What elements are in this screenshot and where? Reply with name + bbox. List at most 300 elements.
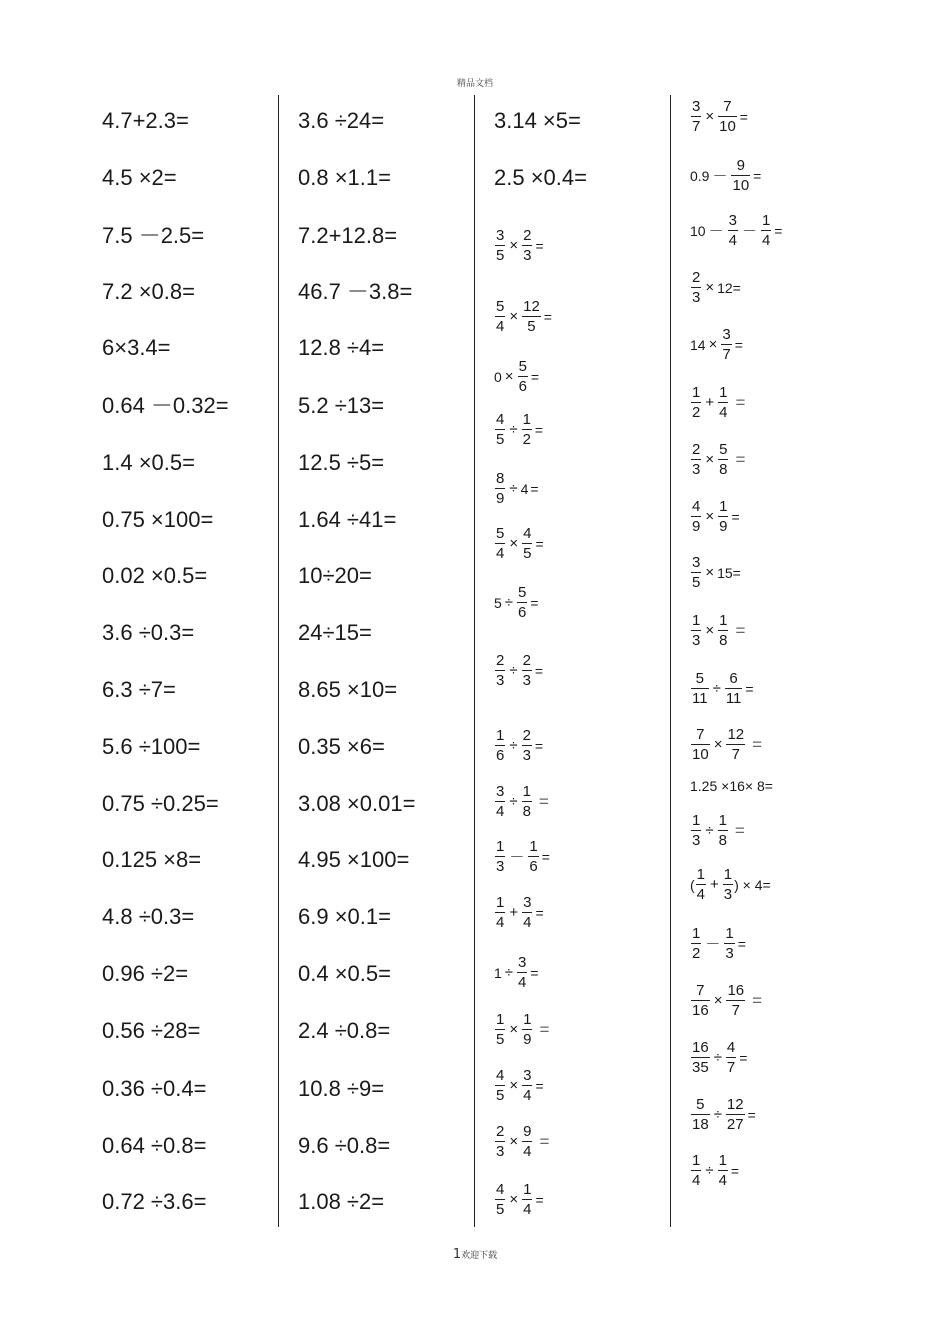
denominator: 4 xyxy=(496,803,505,820)
numerator: 3 xyxy=(692,98,701,115)
math-problem xyxy=(690,268,741,307)
numerator: 1 xyxy=(719,384,728,401)
equals-sign: = xyxy=(735,392,746,412)
numerator: 4 xyxy=(496,411,505,428)
fraction xyxy=(726,981,745,1020)
operator: × xyxy=(705,108,715,125)
decimal-problem: 2.4 ÷0.8= xyxy=(298,1018,391,1043)
math-problem xyxy=(494,1180,544,1219)
fraction xyxy=(495,469,505,508)
denominator: 7 xyxy=(726,1059,736,1076)
fraction xyxy=(522,893,532,932)
numerator: 4 xyxy=(496,1067,505,1084)
fraction xyxy=(495,893,505,932)
equals-sign: = xyxy=(543,308,552,325)
operator: ÷ xyxy=(509,793,518,810)
fraction xyxy=(691,669,709,708)
denominator: 6 xyxy=(518,604,527,621)
math-problem xyxy=(494,1010,549,1049)
fraction xyxy=(495,1180,505,1219)
numerator: 1 xyxy=(719,612,728,629)
fraction xyxy=(528,837,538,876)
term: 5 xyxy=(494,594,502,611)
equals-sign: = xyxy=(752,990,763,1010)
math-problem xyxy=(494,837,550,876)
equals-sign: = xyxy=(534,662,544,679)
denominator: 9 xyxy=(496,490,505,507)
numerator: 1 xyxy=(496,727,505,744)
equals-sign: = xyxy=(530,480,539,497)
operator: ÷ xyxy=(713,1049,722,1066)
fraction xyxy=(495,410,505,449)
numerator: 4 xyxy=(692,498,701,515)
term: 0.9 xyxy=(690,167,710,184)
fraction xyxy=(518,357,528,396)
denominator: 9 xyxy=(719,518,728,535)
fraction xyxy=(495,1066,505,1105)
equals-sign: = xyxy=(530,594,539,611)
operator: × xyxy=(509,1133,519,1150)
denominator: 7 xyxy=(731,746,740,763)
fraction xyxy=(724,924,734,963)
operator: × xyxy=(509,1077,519,1094)
math-problem xyxy=(690,924,746,963)
decimal-problem: 0.72 ÷3.6= xyxy=(102,1189,207,1214)
numerator: 1 xyxy=(692,925,701,942)
math-problem xyxy=(494,226,544,265)
operator: × xyxy=(713,736,723,753)
term: 15= xyxy=(717,564,741,581)
denominator: 3 xyxy=(522,747,531,764)
math-problem xyxy=(690,211,782,250)
numerator: 5 xyxy=(518,358,527,375)
equals-sign: = xyxy=(774,222,783,239)
fraction xyxy=(522,651,532,690)
decimal-problem: 0.4 ×0.5= xyxy=(298,961,391,986)
numerator: 7 xyxy=(696,726,705,743)
fraction xyxy=(726,1038,736,1077)
column-divider xyxy=(278,95,279,1227)
numerator: 1 xyxy=(696,866,706,883)
equals-sign: = xyxy=(734,336,743,353)
decimal-problem: 12.5 ÷5= xyxy=(298,450,385,475)
denominator: 3 xyxy=(496,1143,505,1160)
numerator: 3 xyxy=(692,554,701,571)
fraction xyxy=(495,226,505,265)
denominator: 4 xyxy=(696,886,706,903)
numerator: 1 xyxy=(719,498,728,515)
operator: － xyxy=(708,223,724,240)
decimal-problem: 12.8 ÷4= xyxy=(298,335,385,360)
numerator: 1 xyxy=(529,838,538,855)
denominator: 3 xyxy=(523,247,532,264)
operator: ÷ xyxy=(504,594,514,611)
operator: × xyxy=(708,336,718,353)
numerator: 6 xyxy=(729,670,738,687)
term: 4 xyxy=(520,480,529,497)
denominator: 10 xyxy=(692,746,709,763)
fraction xyxy=(495,726,505,765)
decimal-problem: 7.5 －2.5= xyxy=(102,223,205,248)
fraction xyxy=(522,782,532,821)
fraction xyxy=(495,837,505,876)
math-problem xyxy=(494,410,543,449)
equals-sign: = xyxy=(747,1106,756,1123)
math-problem xyxy=(690,497,740,536)
denominator: 7 xyxy=(692,118,701,135)
math-problem xyxy=(690,981,762,1020)
equals-sign: = xyxy=(530,368,540,385)
denominator: 4 xyxy=(518,974,527,991)
numerator: 3 xyxy=(496,227,505,244)
decimal-problem: 0.125 ×8= xyxy=(102,847,202,872)
numerator: 3 xyxy=(523,894,532,911)
denominator: 5 xyxy=(496,247,505,264)
decimal-problem: 3.6 ÷24= xyxy=(298,108,385,133)
decimal-problem: 0.35 ×6= xyxy=(298,734,385,759)
decimal-problem: 10.8 ÷9= xyxy=(298,1076,385,1101)
numerator: 9 xyxy=(736,157,745,174)
numerator: 1 xyxy=(692,612,701,629)
numerator: 2 xyxy=(692,441,701,458)
numerator: 1 xyxy=(718,1152,727,1169)
equals-sign: = xyxy=(534,737,544,754)
denominator: 4 xyxy=(523,1143,532,1160)
denominator: 5 xyxy=(496,1201,505,1218)
denominator: 5 xyxy=(692,574,701,591)
equals-sign: = xyxy=(753,167,762,184)
term: 10 xyxy=(690,222,706,239)
numerator: 12 xyxy=(523,298,540,315)
decimal-problem: 1.4 ×0.5= xyxy=(102,450,195,475)
denominator: 6 xyxy=(529,858,538,875)
numerator: 2 xyxy=(522,652,531,669)
decimal-problem: 7.2 ×0.8= xyxy=(102,279,195,304)
fraction xyxy=(718,1151,728,1190)
fraction xyxy=(495,297,505,336)
math-problem xyxy=(494,651,543,690)
denominator: 8 xyxy=(719,461,728,478)
numerator: 1 xyxy=(692,384,701,401)
equals-sign: = xyxy=(735,620,746,640)
fraction xyxy=(718,383,728,422)
denominator: 4 xyxy=(728,232,737,249)
fraction xyxy=(691,383,701,422)
operator: ÷ xyxy=(509,662,518,679)
equals-sign: = xyxy=(737,935,746,952)
fraction xyxy=(495,524,505,563)
equals-sign: = xyxy=(535,1077,544,1094)
math-problem xyxy=(690,778,773,794)
numerator: 16 xyxy=(727,982,745,999)
numerator: 1 xyxy=(523,1181,532,1198)
denominator: 4 xyxy=(496,318,505,335)
fraction xyxy=(725,669,743,708)
fraction xyxy=(691,924,701,963)
math-problem xyxy=(690,97,748,136)
numerator: 12 xyxy=(727,726,745,743)
numerator: 2 xyxy=(692,269,701,286)
decimal-problem: 8.65 ×10= xyxy=(298,677,398,702)
numerator: 1 xyxy=(723,866,733,883)
math-problem xyxy=(690,1151,739,1190)
numerator: 16 xyxy=(692,1039,709,1056)
numerator: 1 xyxy=(522,783,531,800)
fraction xyxy=(728,211,738,250)
decimal-problem: 7.2+12.8= xyxy=(298,223,398,248)
decimal-problem: 3.6 ÷0.3= xyxy=(102,620,195,645)
decimal-problem: 24÷15= xyxy=(298,620,372,645)
denominator: 18 xyxy=(692,1116,709,1133)
fraction xyxy=(495,782,505,821)
operator: × xyxy=(705,508,715,525)
equals-sign: = xyxy=(535,904,544,921)
math-problem xyxy=(494,357,539,396)
operator: ÷ xyxy=(705,1162,714,1179)
decimal-problem: 3.14 ×5= xyxy=(494,108,581,133)
numerator: 12 xyxy=(726,1096,744,1113)
denominator: 5 xyxy=(496,1087,505,1104)
fraction xyxy=(495,651,505,690)
operator: × xyxy=(705,622,715,639)
numerator: 1 xyxy=(522,411,531,428)
operator: ÷ xyxy=(712,680,721,697)
denominator: 7 xyxy=(731,1002,740,1019)
numerator: 1 xyxy=(725,925,734,942)
denominator: 4 xyxy=(719,404,728,421)
term: 12= xyxy=(717,279,741,296)
decimal-problem: 0.56 ÷28= xyxy=(102,1018,201,1043)
equals-sign: = xyxy=(734,820,745,840)
fraction xyxy=(517,953,527,992)
denominator: 35 xyxy=(692,1059,709,1076)
numerator: 1 xyxy=(692,1152,701,1169)
fraction xyxy=(718,811,728,850)
numerator: 5 xyxy=(695,670,704,687)
numerator: 4 xyxy=(496,1181,505,1198)
fraction xyxy=(691,553,701,592)
decimal-problem: 0.75 ×100= xyxy=(102,507,214,532)
operator: + xyxy=(710,876,719,893)
equals-sign: = xyxy=(539,1019,550,1039)
numerator: 1 xyxy=(692,812,701,829)
fraction xyxy=(718,440,728,479)
decimal-problem: 5.2 ÷13= xyxy=(298,393,385,418)
denominator: 3 xyxy=(692,461,701,478)
fraction xyxy=(691,1095,710,1134)
equals-sign: = xyxy=(535,535,544,552)
decimal-problem: 6×3.4= xyxy=(102,335,171,360)
operator: × xyxy=(509,237,519,254)
decimal-problem: 0.36 ÷0.4= xyxy=(102,1076,207,1101)
numerator: 3 xyxy=(518,954,527,971)
denominator: 4 xyxy=(523,914,532,931)
denominator: 3 xyxy=(723,886,733,903)
math-problem xyxy=(690,865,771,904)
decimal-problem: 4.5 ×2= xyxy=(102,165,177,190)
denominator: 3 xyxy=(725,945,734,962)
denominator: 5 xyxy=(527,318,536,335)
operator: － xyxy=(712,168,728,185)
numerator: 5 xyxy=(696,1096,705,1113)
denominator: 27 xyxy=(726,1116,744,1133)
equals-sign: = xyxy=(739,108,748,125)
fraction xyxy=(691,611,701,650)
equals-sign: = xyxy=(538,791,549,811)
fraction xyxy=(522,1010,532,1049)
denominator: 4 xyxy=(496,545,505,562)
equals-sign: = xyxy=(535,237,544,254)
fraction xyxy=(691,1038,710,1077)
numerator: 5 xyxy=(496,525,505,542)
equals-sign: = xyxy=(745,680,754,697)
fraction xyxy=(691,981,710,1020)
denominator: 9 xyxy=(523,1031,532,1048)
decimal-problem: 1.08 ÷2= xyxy=(298,1189,385,1214)
math-problem xyxy=(690,440,745,479)
operator: × xyxy=(705,279,715,296)
numerator: 3 xyxy=(722,326,731,343)
math-problem xyxy=(494,782,549,821)
operator: － xyxy=(741,223,757,240)
denominator: 4 xyxy=(523,1201,532,1218)
operator: + xyxy=(705,394,715,411)
numerator: 5 xyxy=(719,441,728,458)
denominator: 2 xyxy=(522,431,531,448)
numerator: 2 xyxy=(496,652,505,669)
math-problem xyxy=(690,611,745,650)
fraction xyxy=(522,1180,532,1219)
term: 1 xyxy=(494,964,502,981)
decimal-problem: 6.3 ÷7= xyxy=(102,677,176,702)
fraction xyxy=(761,211,771,250)
denominator: 6 xyxy=(518,378,527,395)
operator: × xyxy=(705,564,715,581)
term: 1.25 ×16× 8= xyxy=(690,778,773,794)
denominator: 5 xyxy=(523,545,532,562)
fraction xyxy=(495,1122,505,1161)
page-number: 1 xyxy=(452,1247,462,1262)
fraction xyxy=(517,583,527,622)
math-problem xyxy=(690,811,745,850)
fraction xyxy=(691,725,710,764)
column-divider xyxy=(474,95,475,1227)
equals-sign: = xyxy=(752,734,763,754)
operator: ÷ xyxy=(504,964,514,981)
fraction xyxy=(522,1122,532,1161)
decimal-problem: 4.8 ÷0.3= xyxy=(102,904,195,929)
denominator: 3 xyxy=(692,289,701,306)
operator: － xyxy=(705,936,721,953)
fraction xyxy=(522,226,532,265)
fraction xyxy=(718,611,728,650)
numerator: 3 xyxy=(523,1067,532,1084)
math-problem xyxy=(494,953,539,992)
page-footer xyxy=(0,1247,950,1262)
operator: ÷ xyxy=(509,737,518,754)
fraction xyxy=(522,1066,532,1105)
math-problem xyxy=(690,725,762,764)
equals-sign: = xyxy=(735,449,746,469)
operator: ÷ xyxy=(705,822,714,839)
math-problem xyxy=(494,1122,549,1161)
decimal-problem: 0.02 ×0.5= xyxy=(102,563,208,588)
operator: + xyxy=(509,904,519,921)
numerator: 1 xyxy=(718,812,727,829)
numerator: 2 xyxy=(496,1123,505,1140)
denominator: 4 xyxy=(523,1087,532,1104)
denominator: 4 xyxy=(692,1172,701,1189)
equals-sign: = xyxy=(541,848,550,865)
fraction xyxy=(691,268,701,307)
numerator: 2 xyxy=(522,727,531,744)
numerator: 3 xyxy=(728,212,737,229)
operator: － xyxy=(509,849,525,866)
numerator: 1 xyxy=(496,1011,505,1028)
numerator: 1 xyxy=(496,838,505,855)
math-problem xyxy=(690,1095,756,1134)
decimal-problem: 4.95 ×100= xyxy=(298,847,410,872)
operator: × xyxy=(509,308,519,325)
equals-sign: = xyxy=(530,964,539,981)
operator: × xyxy=(504,368,514,385)
decimal-problem: 46.7 －3.8= xyxy=(298,279,413,304)
numerator: 9 xyxy=(523,1123,532,1140)
decimal-problem: 0.96 ÷2= xyxy=(102,961,189,986)
numerator: 1 xyxy=(523,1011,532,1028)
operator: × xyxy=(509,535,519,552)
denominator: 3 xyxy=(496,672,505,689)
numerator: 1 xyxy=(761,212,771,229)
numerator: 4 xyxy=(523,525,532,542)
math-problem xyxy=(494,524,544,563)
math-problem xyxy=(690,383,745,422)
decimal-problem: 3.08 ×0.01= xyxy=(298,791,416,816)
math-problem xyxy=(690,156,761,195)
denominator: 2 xyxy=(692,945,701,962)
operator: × xyxy=(713,992,723,1009)
page-header: 精品文档 xyxy=(456,79,493,89)
equals-sign: = xyxy=(730,1162,740,1179)
fraction xyxy=(691,1151,701,1190)
fraction xyxy=(522,524,532,563)
denominator: 8 xyxy=(718,832,727,849)
fraction xyxy=(726,1095,745,1134)
fraction xyxy=(696,865,706,904)
denominator: 11 xyxy=(725,690,742,707)
math-problem xyxy=(494,893,544,932)
fraction xyxy=(691,440,701,479)
numerator: 3 xyxy=(496,783,505,800)
numerator: 5 xyxy=(518,584,527,601)
math-problem xyxy=(494,583,539,622)
fraction xyxy=(718,97,737,136)
fraction xyxy=(721,325,731,364)
term: 14 xyxy=(690,336,706,353)
math-problem xyxy=(690,325,743,364)
decimal-problem: 0.64 ÷0.8= xyxy=(102,1133,207,1158)
denominator: 4 xyxy=(761,232,771,249)
denominator: 3 xyxy=(496,858,505,875)
math-problem xyxy=(690,669,754,708)
denominator: 6 xyxy=(496,747,505,764)
math-problem xyxy=(690,1038,747,1077)
math-problem xyxy=(494,297,552,336)
fraction xyxy=(731,156,750,195)
denominator: 10 xyxy=(732,177,750,194)
decimal-problem: 5.6 ÷100= xyxy=(102,734,201,759)
denominator: 3 xyxy=(522,672,531,689)
